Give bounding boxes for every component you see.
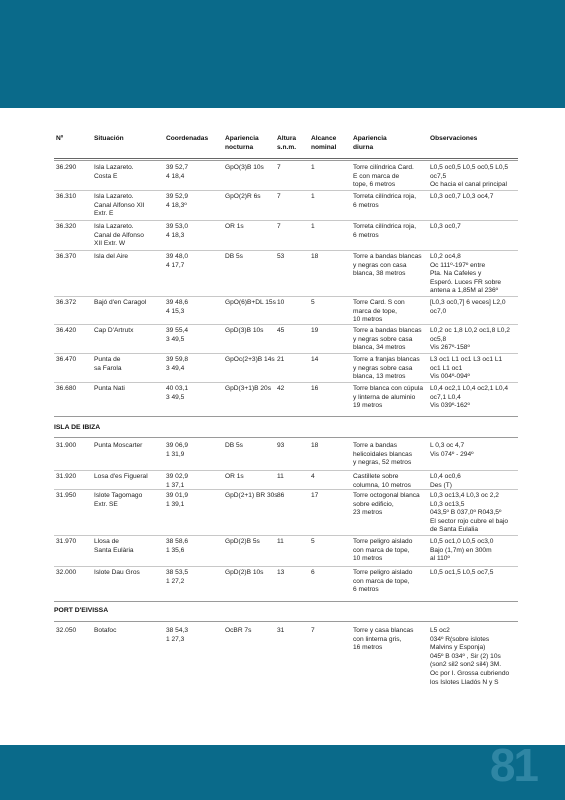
row-apariencia-diurna: Torre a bandas blancas y negras sobre casa blanca, 34 metros [353,327,422,352]
section-rule [54,621,518,622]
row-alcance: 4 [311,473,315,480]
row-coordenadas: 39 48,6 4 15,3 [166,299,188,315]
row-altura: 31 [277,627,285,634]
section-rule [54,416,518,417]
row-observaciones: L0,2 oc4,8 Oc 111º-197º entre Pta. Na Cafeles y Esperó. Luces FR sobre antena a 1,85M al 236º [430,253,502,295]
row-alcance: 14 [311,356,319,363]
row-apariencia-diurna: Torre peligro aislado con marca de tope, 10 metros [353,538,413,563]
row-coordenadas: 39 52,7 4 18,4 [166,164,188,180]
row-observaciones: L3 oc1 L1 oc1 L3 oc1 L1 oc1 L1 oc1 Vis 004º-094º [430,356,503,381]
row-alcance: 18 [311,253,319,260]
row-altura: 7 [277,164,281,171]
row-coordenadas: 39 02,9 1 37,1 [166,473,188,489]
row-alcance: 6 [311,569,315,576]
row-observaciones: L0,3 oc0,7 [430,223,461,230]
row-situacion: Punta de sa Farola [94,356,122,372]
row-rule [54,190,518,191]
row-number: 31.900 [56,442,77,449]
row-observaciones: L5 oc2 034º R(sobre islotes Malvins y Esponja) 045º B 034º , Sir (2) 10s (son2 sil2 son2 sil4) 3M. Oc por I. Grossa cubriendo los Islotes Lladós N y S [430,627,510,686]
row-observaciones: L0,4 oc2,1 L0,4 oc2,1 L0,4 oc7,1 L0,4 Vis 039º-162º [430,385,509,410]
row-situacion: Cap D'Artrutx [94,327,134,334]
row-apariencia-diurna: Torre a franjas blancas y negras sobre casa blanca, 13 metros [353,356,420,381]
row-alcance: 1 [311,193,315,200]
row-coordenadas: 39 53,0 4 18,3 [166,223,188,239]
row-apariencia-diurna: Torre peligro aislado con marca de tope, 6 metros [353,569,413,594]
row-number: 36.320 [56,223,77,230]
row-rule [54,220,518,221]
row-apariencia-nocturna: GpD(2)B 5s [225,538,260,545]
row-situacion: Isla Lazareto. Costa E [94,164,134,180]
row-rule [54,489,518,490]
row-altura: 7 [277,193,281,200]
row-number: 31.970 [56,538,77,545]
row-apariencia-nocturna: DB 5s [225,253,243,260]
row-number: 31.920 [56,473,77,480]
row-number: 32.050 [56,627,77,634]
row-observaciones: L0,5 oc1,0 L0,5 oc3,0 Bajo (1,7m) en 300m al 110º [430,538,494,563]
row-rule [54,324,518,325]
row-observaciones: L0,3 oc0,7 L0,3 oc4,7 [430,193,494,200]
row-number: 36.290 [56,164,77,171]
row-number: 36.370 [56,253,77,260]
row-rule [54,535,518,536]
row-coordenadas: 39 55,4 3 49,5 [166,327,188,343]
row-apariencia-diurna: Torreta cilíndrica roja, 6 metros [353,223,417,239]
row-alcance: 18 [311,442,319,449]
row-rule [54,296,518,297]
row-alcance: 17 [311,492,319,499]
section-title-eivissa: PORT D'EIVISSA [54,607,109,614]
row-situacion: Punta Moscarter [94,442,143,449]
row-apariencia-nocturna: OR 1s [225,473,244,480]
row-coordenadas: 38 54,3 1 27,3 [166,627,188,643]
row-coordenadas: 39 01,9 1 39,1 [166,492,188,508]
row-altura: 86 [277,492,285,499]
row-altura: 21 [277,356,285,363]
row-apariencia-nocturna: GpOc(2+3)B 14s [225,356,275,363]
row-apariencia-nocturna: GpD(3+1)B 20s [225,385,271,392]
row-situacion: Losa d'es Figueral [94,473,148,480]
row-apariencia-nocturna: GpD(2)B 10s [225,569,264,576]
row-altura: 7 [277,223,281,230]
bottom-color-band [0,745,565,800]
row-situacion: Punta Nati [94,385,125,392]
header-apariencia-diurna: Apariencia diurna [353,135,387,151]
row-apariencia-diurna: Torre a bandas blancas y negras con casa blanca, 38 metros [353,253,422,278]
row-altura: 93 [277,442,285,449]
header-altura: Altura s.n.m. [277,135,297,151]
row-number: 36.680 [56,385,77,392]
row-apariencia-nocturna: GpO(6)B+DL 15s [225,299,276,306]
row-alcance: 19 [311,327,319,334]
row-altura: 45 [277,327,285,334]
row-coordenadas: 38 53,5 1 27,2 [166,569,188,585]
header-situacion: Situación [94,135,124,142]
row-apariencia-diurna: Castillete sobre columna, 10 metros [353,473,411,489]
row-altura: 10 [277,299,285,306]
row-observaciones: L0,5 oc1,5 L0,5 oc7,5 [430,569,494,576]
row-situacion: Islote Tagomago Extr. SE [94,492,143,508]
row-apariencia-diurna: Torre blanca con cúpula y linterna de aluminio 19 metros [353,385,424,410]
row-number: 36.372 [56,299,77,306]
row-rule [54,353,518,354]
row-alcance: 7 [311,627,315,634]
row-rule [54,566,518,567]
row-alcance: 1 [311,164,315,171]
row-alcance: 1 [311,223,315,230]
row-number: 36.420 [56,327,77,334]
row-alcance: 16 [311,385,319,392]
row-situacion: Llosa de Santa Eulària [94,538,134,554]
row-observaciones: L0,4 oc0,6 Des (T) [430,473,461,489]
row-coordenadas: 40 03,1 3 49,5 [166,385,188,401]
row-situacion: Isla Lazareto. Canal Alfonso XII Extr. E [94,193,145,218]
header-n: Nº [56,135,64,142]
row-number: 31.950 [56,492,77,499]
row-observaciones: L0,5 oc0,5 L0,5 oc0,5 L0,5 oc7,5 Oc hacia el canal principal [430,164,509,189]
row-coordenadas: 39 06,9 1 31,9 [166,442,188,458]
row-apariencia-nocturna: GpD(2+1) BR 30s [225,492,278,499]
header-coordenadas: Coordenadas [166,135,209,142]
row-observaciones: [L0,3 oc0,7] 6 veces] L2,0 oc7,0 [430,299,506,315]
row-situacion: Botafoc [94,627,117,634]
row-situacion: Isla del Aire [94,253,129,260]
row-apariencia-diurna: Torre a bandas helicoidales blancas y negras, 52 metros [353,442,413,467]
section-rule [54,437,518,438]
row-altura: 13 [277,569,285,576]
row-apariencia-nocturna: OR 1s [225,223,244,230]
row-apariencia-nocturna: GpD(3)B 10s [225,327,264,334]
row-observaciones: L 0,3 oc 4,7 Vis 074º - 294º [430,442,474,458]
row-rule [54,250,518,251]
row-coordenadas: 38 58,6 1 35,6 [166,538,188,554]
row-apariencia-nocturna: GpO(2)R 6s [225,193,261,200]
row-observaciones: L0,2 oc 1,8 L0,2 oc1,8 L0,2 oc5,8 Vis 267º-158º [430,327,510,352]
row-altura: 11 [277,473,284,480]
row-apariencia-diurna: Torre y casa blancas con linterna gris, 16 metros [353,627,414,652]
row-apariencia-diurna: Torre Card. S con marca de tope, 10 metros [353,299,405,324]
row-number: 36.310 [56,193,77,200]
row-alcance: 5 [311,538,315,545]
row-rule [54,160,518,161]
row-apariencia-nocturna: GpO(3)B 10s [225,164,264,171]
row-coordenadas: 39 59,8 3 49,4 [166,356,188,372]
row-coordenadas: 39 52,9 4 18,3º [166,193,188,209]
row-observaciones: L0,3 oc13,4 L0,3 oc 2,2 L0,3 oc13,5 043,5º B 037,0º R043,5º El sector rojo cubre el bajo de Santa Eulalia [430,492,509,534]
header-observaciones: Observaciones [430,135,478,142]
row-situacion: Bajó d'en Caragol [94,299,147,306]
section-rule [54,601,518,602]
row-apariencia-diurna: Torre cilíndrica Card. E con marca de tope, 6 metros [353,164,414,189]
row-alcance: 5 [311,299,315,306]
row-rule [54,382,518,383]
header-alcance: Alcance nominal [311,135,337,151]
row-situacion: Islote Dau Gros [94,569,140,576]
row-apariencia-nocturna: OcBR 7s [225,627,252,634]
header-rule [54,158,518,159]
row-altura: 42 [277,385,285,392]
row-number: 36.470 [56,356,77,363]
page-number: 81 [489,739,537,791]
row-apariencia-diurna: Torreta cilíndrica roja, 6 metros [353,193,417,209]
row-rule [54,470,518,471]
header-apariencia-nocturna: Apariencia nocturna [225,135,259,151]
row-number: 32.000 [56,569,77,576]
row-coordenadas: 39 48,0 4 17,7 [166,253,188,269]
row-altura: 11 [277,538,284,545]
row-altura: 53 [277,253,285,260]
row-situacion: Isla Lazareto. Canal de Alfonso XII Extr. W [94,223,144,248]
section-title-ibiza: ISLA DE IBIZA [54,424,101,431]
row-apariencia-diurna: Torre octogonal blanca sobre edificio, 23 metros [353,492,420,517]
row-apariencia-nocturna: DB 5s [225,442,243,449]
